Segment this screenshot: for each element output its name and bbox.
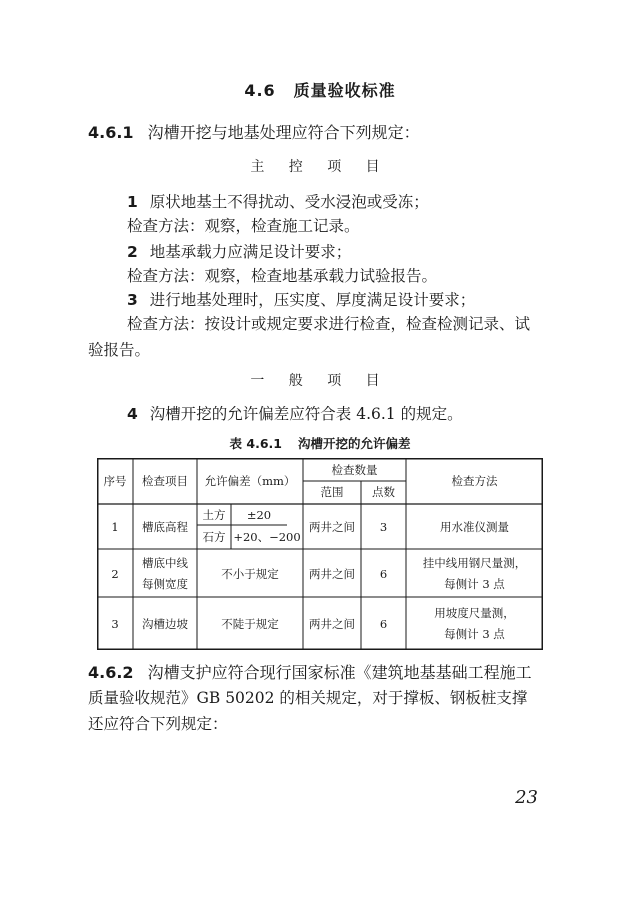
row1-sub2-kind: 石方 <box>202 530 226 544</box>
section-number: 4.6 <box>244 81 276 100</box>
clause-text: 沟槽开挖与地基处理应符合下列规定： <box>147 123 420 142</box>
row2-range: 两井之间 <box>309 567 355 581</box>
row1-seq: 1 <box>111 520 119 534</box>
table-title-text: 沟槽开挖的允许偏差 <box>297 436 411 451</box>
row1-range: 两井之间 <box>309 520 355 534</box>
main-item-3-method-cont: 验报告。 <box>88 341 151 359</box>
row2-method-line2: 每侧计 3 点 <box>444 577 505 591</box>
row1-sub2-value: +20、−200 <box>233 530 301 544</box>
item-text: 进行地基处理时，压实度、厚度满足设计要求； <box>149 291 476 309</box>
tolerance-table <box>97 458 543 650</box>
item-number: 3 <box>127 291 138 309</box>
row2-seq: 2 <box>111 567 119 581</box>
header-method: 检查方法 <box>451 474 498 488</box>
item-number: 1 <box>127 193 138 211</box>
clause-number: 4.6.2 <box>88 663 134 682</box>
item-text: 原状地基土不得扰动、受水浸泡或受冻； <box>149 193 429 211</box>
row3-item: 沟槽边坡 <box>142 617 188 631</box>
row3-method-line1: 用坡度尺量测， <box>434 606 515 620</box>
row3-points: 6 <box>379 617 388 631</box>
header-tolerance: 允许偏差（mm） <box>204 474 296 488</box>
main-item-1 <box>127 190 429 212</box>
header-points: 点数 <box>372 485 395 499</box>
clause-number: 4.6.1 <box>88 123 134 142</box>
row1-sub1-value: ±20 <box>246 508 272 522</box>
main-item-2 <box>127 240 351 262</box>
main-item-3 <box>127 288 475 310</box>
page-number: 23 <box>515 787 538 808</box>
section-title <box>0 78 640 101</box>
item-text: 地基承载力应满足设计要求； <box>149 243 352 261</box>
row1-sub1-kind: 土方 <box>202 508 226 522</box>
item-text: 沟槽开挖的允许偏差应符合表 4.6.1 的规定。 <box>149 405 463 423</box>
header-seq: 序号 <box>103 474 127 488</box>
clause-4-6-2 <box>88 660 532 683</box>
row2-item-line1: 槽底中线 <box>142 556 188 570</box>
item-number: 2 <box>127 243 138 261</box>
row1-item: 槽底高程 <box>142 520 188 534</box>
row1-points: 3 <box>379 520 388 534</box>
main-item-1-method: 检查方法：观察，检查施工记录。 <box>127 217 360 235</box>
row2-method-line1: 挂中线用钢尺量测， <box>422 556 527 570</box>
general-item-4 <box>127 402 463 424</box>
row2-points: 6 <box>379 567 388 581</box>
clause-4-6-1 <box>88 120 420 143</box>
row3-tolerance: 不陡于规定 <box>221 617 279 631</box>
row3-method-line2: 每侧计 3 点 <box>444 627 505 641</box>
header-item: 检查项目 <box>142 474 188 488</box>
header-quantity: 检查数量 <box>331 463 378 477</box>
row2-tolerance: 不小于规定 <box>221 567 279 581</box>
main-item-2-method: 检查方法：观察，检查地基承载力试验报告。 <box>127 267 438 285</box>
item-number: 4 <box>127 405 138 423</box>
clause-line-1: 沟槽支护应符合现行国家标准《建筑地基基础工程施工 <box>147 663 532 682</box>
main-item-3-method: 检查方法：按设计或规定要求进行检查，检查检测记录、试 <box>127 315 531 333</box>
table-number: 表 4.6.1 <box>229 436 282 451</box>
section-title-text: 质量验收标准 <box>293 81 396 100</box>
clause-4-6-2-line3: 还应符合下列规定： <box>88 715 228 733</box>
general-items-heading: 一 般 项 目 <box>250 373 390 389</box>
main-items-heading: 主 控 项 目 <box>250 159 390 175</box>
row3-range: 两井之间 <box>309 617 355 631</box>
table-title <box>0 434 640 452</box>
row2-item-line2: 每侧宽度 <box>142 577 188 591</box>
row1-method: 用水准仪测量 <box>440 520 509 534</box>
row3-seq: 3 <box>111 617 119 631</box>
header-range: 范围 <box>320 485 344 499</box>
clause-4-6-2-line2: 质量验收规范》GB 50202 的相关规定，对于撑板、钢板桩支撑 <box>88 689 528 707</box>
